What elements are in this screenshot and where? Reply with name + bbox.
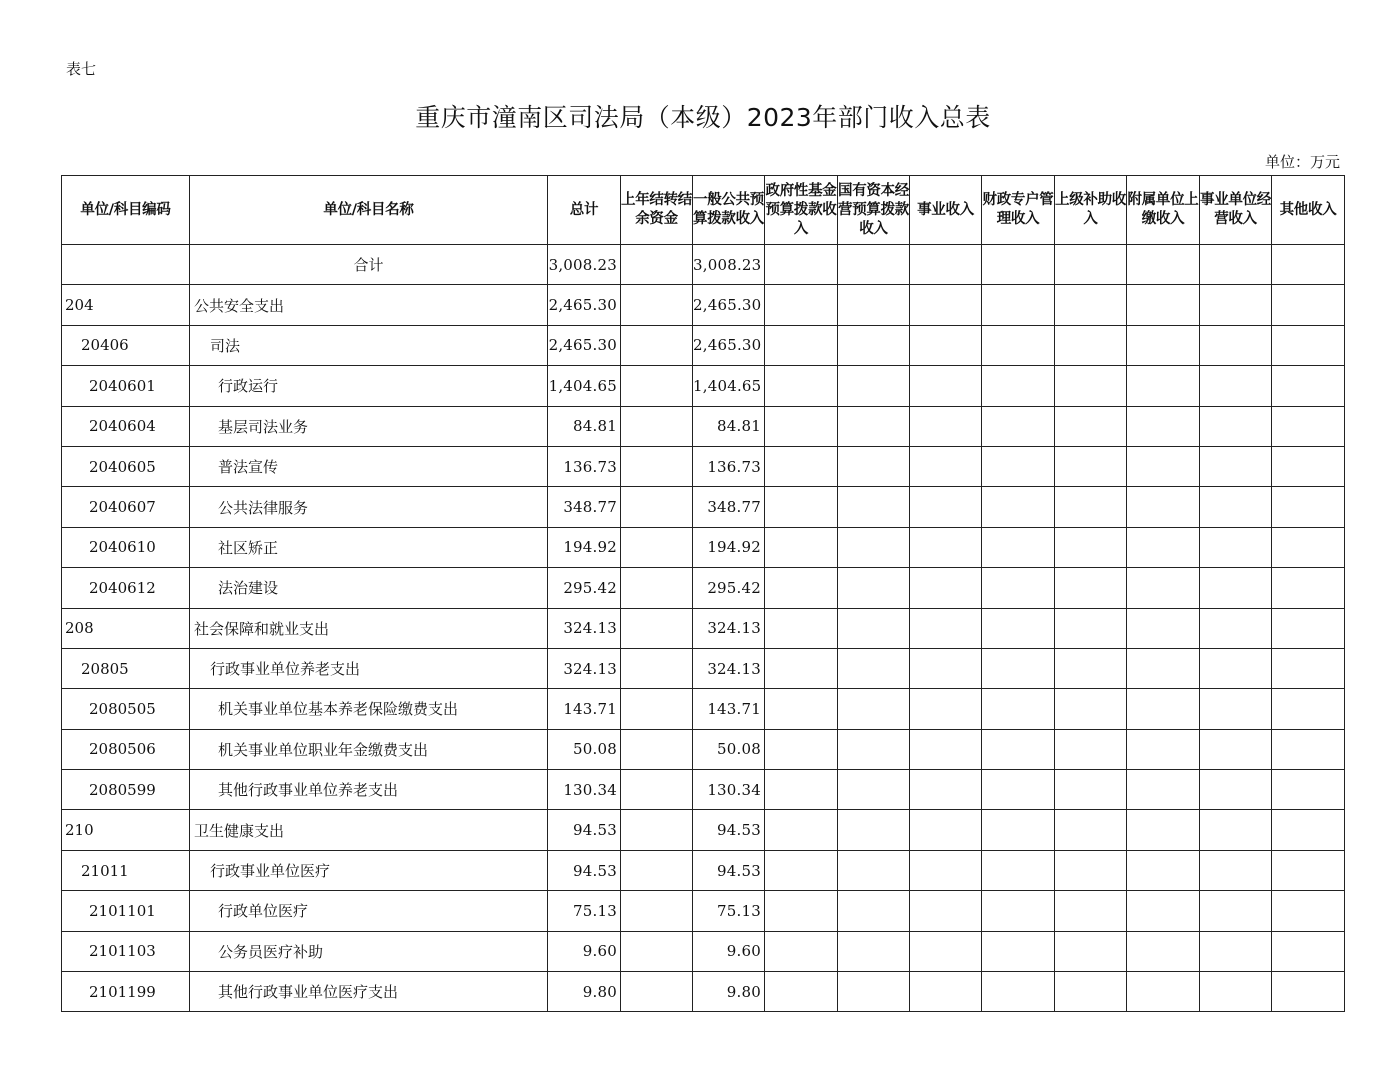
carryover-cell xyxy=(621,648,693,688)
table-row xyxy=(62,850,1345,890)
fiscal-special-cell xyxy=(982,608,1055,648)
fiscal-special-cell xyxy=(982,568,1055,608)
superior-subsidy-cell xyxy=(1055,891,1127,931)
gov-fund-cell xyxy=(765,850,838,890)
fiscal-special-cell xyxy=(982,487,1055,527)
name-cell: 普法宣传 xyxy=(190,446,548,486)
state-capital-cell xyxy=(838,446,910,486)
state-capital-cell xyxy=(838,931,910,971)
total-affiliated-payment-cell xyxy=(1127,245,1200,285)
superior-subsidy-cell xyxy=(1055,285,1127,325)
fiscal-special-cell xyxy=(982,406,1055,446)
other-income-cell xyxy=(1272,850,1345,890)
total-cell: 50.08 xyxy=(548,729,621,769)
table-row xyxy=(62,770,1345,810)
total-cell: 9.60 xyxy=(548,931,621,971)
business-income-cell xyxy=(910,972,982,1012)
table-row xyxy=(62,366,1345,406)
superior-subsidy-cell xyxy=(1055,729,1127,769)
table-row xyxy=(62,608,1345,648)
table-row xyxy=(62,891,1345,931)
code-cell: 2101103 xyxy=(62,931,190,971)
header-gov-fund: 政府性基金预算拨款收入 xyxy=(765,176,838,245)
code-cell: 208 xyxy=(62,608,190,648)
carryover-cell xyxy=(621,729,693,769)
total-gov-fund-cell xyxy=(765,245,838,285)
fiscal-special-cell xyxy=(982,648,1055,688)
gov-fund-cell xyxy=(765,285,838,325)
affiliated-payment-cell xyxy=(1127,446,1200,486)
fiscal-special-cell xyxy=(982,325,1055,365)
total-code-cell xyxy=(62,245,190,285)
name-cell: 其他行政事业单位养老支出 xyxy=(190,770,548,810)
superior-subsidy-cell xyxy=(1055,689,1127,729)
business-operation-cell xyxy=(1200,648,1272,688)
other-income-cell xyxy=(1272,689,1345,729)
name-cell: 行政事业单位医疗 xyxy=(190,850,548,890)
name-cell: 卫生健康支出 xyxy=(190,810,548,850)
unit-label: 单位：万元 xyxy=(1264,153,1340,171)
state-capital-cell xyxy=(838,891,910,931)
business-operation-cell xyxy=(1200,285,1272,325)
code-cell: 2080505 xyxy=(62,689,190,729)
other-income-cell xyxy=(1272,972,1345,1012)
other-income-cell xyxy=(1272,568,1345,608)
business-income-cell xyxy=(910,931,982,971)
business-income-cell xyxy=(910,446,982,486)
name-cell: 公共安全支出 xyxy=(190,285,548,325)
business-operation-cell xyxy=(1200,487,1272,527)
gov-fund-cell xyxy=(765,527,838,567)
superior-subsidy-cell xyxy=(1055,487,1127,527)
table-row xyxy=(62,648,1345,688)
general-budget-cell: 295.42 xyxy=(693,568,765,608)
affiliated-payment-cell xyxy=(1127,729,1200,769)
fiscal-special-cell xyxy=(982,366,1055,406)
other-income-cell xyxy=(1272,810,1345,850)
state-capital-cell xyxy=(838,972,910,1012)
table-row xyxy=(62,931,1345,971)
affiliated-payment-cell xyxy=(1127,568,1200,608)
total-cell: 2,465.30 xyxy=(548,325,621,365)
header-state-capital: 国有资本经营预算拨款收入 xyxy=(838,176,910,245)
other-income-cell xyxy=(1272,285,1345,325)
gov-fund-cell xyxy=(765,446,838,486)
state-capital-cell xyxy=(838,487,910,527)
fiscal-special-cell xyxy=(982,931,1055,971)
carryover-cell xyxy=(621,325,693,365)
name-cell: 行政单位医疗 xyxy=(190,891,548,931)
business-operation-cell xyxy=(1200,325,1272,365)
state-capital-cell xyxy=(838,810,910,850)
other-income-cell xyxy=(1272,325,1345,365)
gov-fund-cell xyxy=(765,770,838,810)
name-cell: 基层司法业务 xyxy=(190,406,548,446)
state-capital-cell xyxy=(838,850,910,890)
general-budget-cell: 9.80 xyxy=(693,972,765,1012)
total-cell: 75.13 xyxy=(548,891,621,931)
affiliated-payment-cell xyxy=(1127,810,1200,850)
carryover-cell xyxy=(621,568,693,608)
superior-subsidy-cell xyxy=(1055,406,1127,446)
superior-subsidy-cell xyxy=(1055,648,1127,688)
total-cell: 84.81 xyxy=(548,406,621,446)
total-cell: 94.53 xyxy=(548,850,621,890)
business-income-cell xyxy=(910,608,982,648)
general-budget-cell: 50.08 xyxy=(693,729,765,769)
state-capital-cell xyxy=(838,648,910,688)
affiliated-payment-cell xyxy=(1127,648,1200,688)
header-fiscal-special: 财政专户管理收入 xyxy=(982,176,1055,245)
carryover-cell xyxy=(621,891,693,931)
table-row xyxy=(62,689,1345,729)
gov-fund-cell xyxy=(765,487,838,527)
business-income-cell xyxy=(910,366,982,406)
fiscal-special-cell xyxy=(982,850,1055,890)
business-operation-cell xyxy=(1200,770,1272,810)
carryover-cell xyxy=(621,366,693,406)
gov-fund-cell xyxy=(765,972,838,1012)
other-income-cell xyxy=(1272,729,1345,769)
header-business-income: 事业收入 xyxy=(910,176,982,245)
table-row xyxy=(62,446,1345,486)
name-cell: 机关事业单位职业年金缴费支出 xyxy=(190,729,548,769)
table-header-row xyxy=(62,176,1345,245)
fiscal-special-cell xyxy=(982,770,1055,810)
general-budget-cell: 75.13 xyxy=(693,891,765,931)
carryover-cell xyxy=(621,810,693,850)
superior-subsidy-cell xyxy=(1055,446,1127,486)
total-general-budget-cell: 3,008.23 xyxy=(693,245,765,285)
general-budget-cell: 130.34 xyxy=(693,770,765,810)
code-cell: 2080506 xyxy=(62,729,190,769)
superior-subsidy-cell xyxy=(1055,608,1127,648)
gov-fund-cell xyxy=(765,689,838,729)
header-general-budget: 一般公共预算拨款收入 xyxy=(693,176,765,245)
general-budget-cell: 348.77 xyxy=(693,487,765,527)
carryover-cell xyxy=(621,689,693,729)
total-cell: 324.13 xyxy=(548,648,621,688)
general-budget-cell: 84.81 xyxy=(693,406,765,446)
carryover-cell xyxy=(621,406,693,446)
state-capital-cell xyxy=(838,325,910,365)
business-income-cell xyxy=(910,891,982,931)
header-business-operation: 事业单位经营收入 xyxy=(1200,176,1272,245)
gov-fund-cell xyxy=(765,729,838,769)
fiscal-special-cell xyxy=(982,689,1055,729)
gov-fund-cell xyxy=(765,325,838,365)
code-cell: 2101101 xyxy=(62,891,190,931)
table-row xyxy=(62,487,1345,527)
total-cell: 324.13 xyxy=(548,608,621,648)
name-cell: 司法 xyxy=(190,325,548,365)
gov-fund-cell xyxy=(765,406,838,446)
total-cell: 94.53 xyxy=(548,810,621,850)
general-budget-cell: 143.71 xyxy=(693,689,765,729)
business-operation-cell xyxy=(1200,729,1272,769)
page-title: 重庆市潼南区司法局（本级）2023年部门收入总表 xyxy=(415,103,991,132)
total-state-capital-cell xyxy=(838,245,910,285)
code-cell: 2040601 xyxy=(62,366,190,406)
total-cell: 143.71 xyxy=(548,689,621,729)
table-row xyxy=(62,810,1345,850)
code-cell: 20406 xyxy=(62,325,190,365)
business-operation-cell xyxy=(1200,446,1272,486)
business-operation-cell xyxy=(1200,527,1272,567)
general-budget-cell: 1,404.65 xyxy=(693,366,765,406)
other-income-cell xyxy=(1272,406,1345,446)
gov-fund-cell xyxy=(765,891,838,931)
table-number-label: 表七 xyxy=(66,60,97,78)
total-superior-subsidy-cell xyxy=(1055,245,1127,285)
general-budget-cell: 324.13 xyxy=(693,608,765,648)
affiliated-payment-cell xyxy=(1127,972,1200,1012)
affiliated-payment-cell xyxy=(1127,406,1200,446)
carryover-cell xyxy=(621,487,693,527)
gov-fund-cell xyxy=(765,648,838,688)
affiliated-payment-cell xyxy=(1127,527,1200,567)
gov-fund-cell xyxy=(765,931,838,971)
business-operation-cell xyxy=(1200,608,1272,648)
superior-subsidy-cell xyxy=(1055,810,1127,850)
general-budget-cell: 324.13 xyxy=(693,648,765,688)
code-cell: 2080599 xyxy=(62,770,190,810)
business-operation-cell xyxy=(1200,850,1272,890)
total-business-operation-cell xyxy=(1200,245,1272,285)
superior-subsidy-cell xyxy=(1055,568,1127,608)
total-cell: 9.80 xyxy=(548,972,621,1012)
name-cell: 机关事业单位基本养老保险缴费支出 xyxy=(190,689,548,729)
business-income-cell xyxy=(910,689,982,729)
header-other-income: 其他收入 xyxy=(1272,176,1345,245)
table-row xyxy=(62,729,1345,769)
gov-fund-cell xyxy=(765,568,838,608)
superior-subsidy-cell xyxy=(1055,325,1127,365)
name-cell: 法治建设 xyxy=(190,568,548,608)
fiscal-special-cell xyxy=(982,285,1055,325)
superior-subsidy-cell xyxy=(1055,527,1127,567)
affiliated-payment-cell xyxy=(1127,931,1200,971)
total-business-income-cell xyxy=(910,245,982,285)
superior-subsidy-cell xyxy=(1055,931,1127,971)
total-cell: 130.34 xyxy=(548,770,621,810)
total-cell: 348.77 xyxy=(548,487,621,527)
other-income-cell xyxy=(1272,487,1345,527)
superior-subsidy-cell xyxy=(1055,366,1127,406)
business-operation-cell xyxy=(1200,972,1272,1012)
total-other-income-cell xyxy=(1272,245,1345,285)
business-operation-cell xyxy=(1200,931,1272,971)
general-budget-cell: 2,465.30 xyxy=(693,285,765,325)
header-superior-subsidy: 上级补助收入 xyxy=(1055,176,1127,245)
general-budget-cell: 94.53 xyxy=(693,850,765,890)
carryover-cell xyxy=(621,285,693,325)
business-operation-cell xyxy=(1200,366,1272,406)
total-cell: 2,465.30 xyxy=(548,285,621,325)
total-total-cell: 3,008.23 xyxy=(548,245,621,285)
table-row xyxy=(62,568,1345,608)
business-income-cell xyxy=(910,325,982,365)
carryover-cell xyxy=(621,527,693,567)
fiscal-special-cell xyxy=(982,810,1055,850)
header-total: 总计 xyxy=(548,176,621,245)
carryover-cell xyxy=(621,446,693,486)
state-capital-cell xyxy=(838,729,910,769)
table-row xyxy=(62,972,1345,1012)
business-income-cell xyxy=(910,406,982,446)
gov-fund-cell xyxy=(765,366,838,406)
affiliated-payment-cell xyxy=(1127,850,1200,890)
code-cell: 2040610 xyxy=(62,527,190,567)
name-cell: 公务员医疗补助 xyxy=(190,931,548,971)
carryover-cell xyxy=(621,972,693,1012)
general-budget-cell: 2,465.30 xyxy=(693,325,765,365)
fiscal-special-cell xyxy=(982,891,1055,931)
table-row xyxy=(62,527,1345,567)
table-row xyxy=(62,325,1345,365)
code-cell: 2040612 xyxy=(62,568,190,608)
name-cell: 社会保障和就业支出 xyxy=(190,608,548,648)
state-capital-cell xyxy=(838,406,910,446)
total-cell: 1,404.65 xyxy=(548,366,621,406)
other-income-cell xyxy=(1272,770,1345,810)
general-budget-cell: 9.60 xyxy=(693,931,765,971)
other-income-cell xyxy=(1272,366,1345,406)
business-income-cell xyxy=(910,568,982,608)
code-cell: 2040607 xyxy=(62,487,190,527)
general-budget-cell: 136.73 xyxy=(693,446,765,486)
state-capital-cell xyxy=(838,568,910,608)
header-carryover: 上年结转结余资金 xyxy=(621,176,693,245)
other-income-cell xyxy=(1272,891,1345,931)
fiscal-special-cell xyxy=(982,729,1055,769)
name-cell: 公共法律服务 xyxy=(190,487,548,527)
business-operation-cell xyxy=(1200,689,1272,729)
carryover-cell xyxy=(621,931,693,971)
header-name: 单位/科目名称 xyxy=(190,176,548,245)
code-cell: 2101199 xyxy=(62,972,190,1012)
affiliated-payment-cell xyxy=(1127,487,1200,527)
header-affiliated-payment: 附属单位上缴收入 xyxy=(1127,176,1200,245)
affiliated-payment-cell xyxy=(1127,285,1200,325)
state-capital-cell xyxy=(838,689,910,729)
affiliated-payment-cell xyxy=(1127,770,1200,810)
other-income-cell xyxy=(1272,931,1345,971)
total-row xyxy=(62,245,1345,285)
affiliated-payment-cell xyxy=(1127,366,1200,406)
code-cell: 20805 xyxy=(62,648,190,688)
header-code: 单位/科目编码 xyxy=(62,176,190,245)
name-cell: 行政事业单位养老支出 xyxy=(190,648,548,688)
code-cell: 2040604 xyxy=(62,406,190,446)
total-name-cell: 合计 xyxy=(190,245,548,285)
other-income-cell xyxy=(1272,527,1345,567)
business-income-cell xyxy=(910,810,982,850)
superior-subsidy-cell xyxy=(1055,770,1127,810)
gov-fund-cell xyxy=(765,608,838,648)
business-income-cell xyxy=(910,527,982,567)
fiscal-special-cell xyxy=(982,972,1055,1012)
business-income-cell xyxy=(910,770,982,810)
total-cell: 194.92 xyxy=(548,527,621,567)
business-income-cell xyxy=(910,285,982,325)
state-capital-cell xyxy=(838,770,910,810)
superior-subsidy-cell xyxy=(1055,972,1127,1012)
affiliated-payment-cell xyxy=(1127,325,1200,365)
income-summary-table xyxy=(61,175,1345,1012)
gov-fund-cell xyxy=(765,810,838,850)
other-income-cell xyxy=(1272,648,1345,688)
state-capital-cell xyxy=(838,608,910,648)
other-income-cell xyxy=(1272,446,1345,486)
fiscal-special-cell xyxy=(982,446,1055,486)
state-capital-cell xyxy=(838,285,910,325)
carryover-cell xyxy=(621,770,693,810)
table-row xyxy=(62,285,1345,325)
carryover-cell xyxy=(621,608,693,648)
superior-subsidy-cell xyxy=(1055,850,1127,890)
general-budget-cell: 94.53 xyxy=(693,810,765,850)
general-budget-cell: 194.92 xyxy=(693,527,765,567)
business-income-cell xyxy=(910,729,982,769)
business-income-cell xyxy=(910,648,982,688)
fiscal-special-cell xyxy=(982,527,1055,567)
other-income-cell xyxy=(1272,608,1345,648)
table-row xyxy=(62,406,1345,446)
affiliated-payment-cell xyxy=(1127,891,1200,931)
total-fiscal-special-cell xyxy=(982,245,1055,285)
code-cell: 21011 xyxy=(62,850,190,890)
total-carryover-cell xyxy=(621,245,693,285)
business-income-cell xyxy=(910,850,982,890)
state-capital-cell xyxy=(838,527,910,567)
total-cell: 136.73 xyxy=(548,446,621,486)
affiliated-payment-cell xyxy=(1127,689,1200,729)
total-cell: 295.42 xyxy=(548,568,621,608)
carryover-cell xyxy=(621,850,693,890)
business-income-cell xyxy=(910,487,982,527)
affiliated-payment-cell xyxy=(1127,608,1200,648)
name-cell: 行政运行 xyxy=(190,366,548,406)
code-cell: 204 xyxy=(62,285,190,325)
name-cell: 其他行政事业单位医疗支出 xyxy=(190,972,548,1012)
business-operation-cell xyxy=(1200,810,1272,850)
name-cell: 社区矫正 xyxy=(190,527,548,567)
business-operation-cell xyxy=(1200,406,1272,446)
code-cell: 210 xyxy=(62,810,190,850)
business-operation-cell xyxy=(1200,568,1272,608)
code-cell: 2040605 xyxy=(62,446,190,486)
state-capital-cell xyxy=(838,366,910,406)
business-operation-cell xyxy=(1200,891,1272,931)
